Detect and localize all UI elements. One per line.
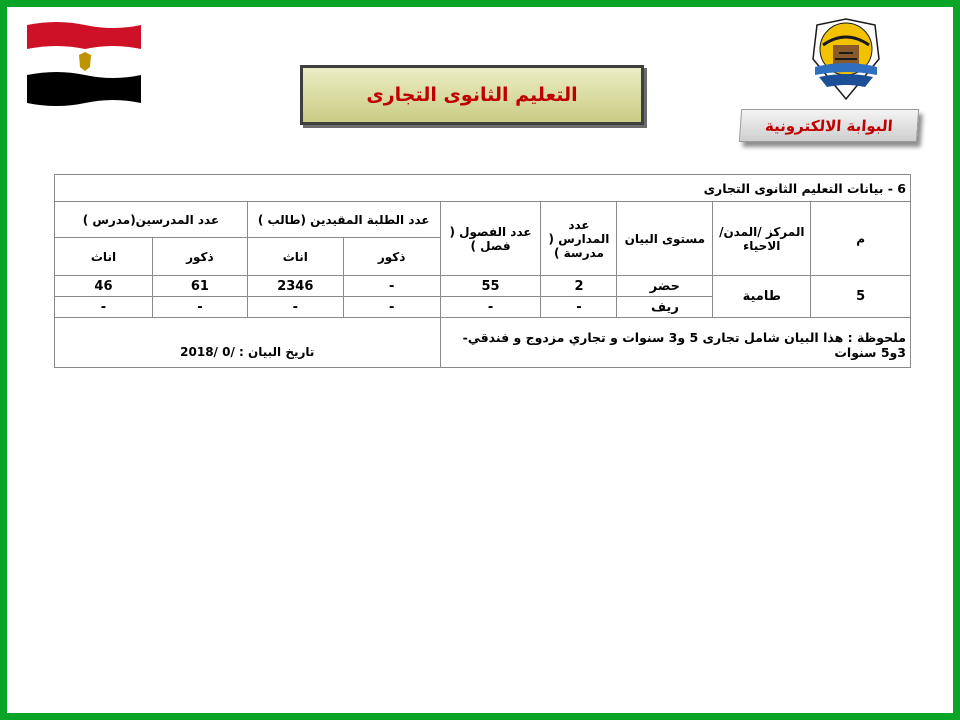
section-title: 6 - بيانات التعليم الثانوى التجارى <box>55 175 911 202</box>
header-teachers-female: اناث <box>55 238 153 276</box>
cell-center: طامية <box>713 276 811 318</box>
data-table <box>54 174 911 368</box>
footnote: ملحوظة : هذا البيان شامل تجارى 5 و3 سنوات و تجاري مزدوج و فندقي- 3و5 سنوات <box>440 318 910 368</box>
cell-students-male: - <box>343 297 440 318</box>
cell-level: ريف <box>617 297 713 318</box>
date-label: تاريخ البيان : <box>239 345 315 359</box>
cell-teachers-female: - <box>55 297 153 318</box>
cell-classes: 55 <box>440 276 541 297</box>
date-value: 2018/ 0/ <box>180 345 235 359</box>
table-row <box>55 276 911 297</box>
portal-badge[interactable] <box>739 109 919 142</box>
header-level: مستوى البيان <box>617 202 713 276</box>
cell-teachers-male: 61 <box>152 276 247 297</box>
header-students: عدد الطلبة المقيدين (طالب ) <box>247 202 440 238</box>
page-title-box <box>300 65 644 125</box>
header-schools: عدد المدارس ( مدرسة ) <box>541 202 617 276</box>
governorate-emblem-icon <box>805 15 887 103</box>
cell-students-male: - <box>343 276 440 297</box>
cell-m: 5 <box>811 276 911 318</box>
cell-level: حضر <box>617 276 713 297</box>
header-teachers-male: ذكور <box>152 238 247 276</box>
cell-schools: - <box>541 297 617 318</box>
header-m: م <box>811 202 911 276</box>
cell-teachers-female: 46 <box>55 276 153 297</box>
page-title: التعليم الثانوى التجارى <box>366 84 578 106</box>
cell-classes: - <box>440 297 541 318</box>
header-students-female: اناث <box>247 238 343 276</box>
header-classes: عدد الفصول ( فصل ) <box>440 202 541 276</box>
date-cell <box>55 318 441 368</box>
header-students-male: ذكور <box>343 238 440 276</box>
cell-students-female: 2346 <box>247 276 343 297</box>
cell-teachers-male: - <box>152 297 247 318</box>
header-center: المركز /المدن/الاحياء <box>713 202 811 276</box>
header-teachers: عدد المدرسين(مدرس ) <box>55 202 248 238</box>
cell-students-female: - <box>247 297 343 318</box>
cell-schools: 2 <box>541 276 617 297</box>
portal-label: البوابة الالكترونية <box>764 116 894 135</box>
egypt-flag-icon <box>23 19 145 107</box>
